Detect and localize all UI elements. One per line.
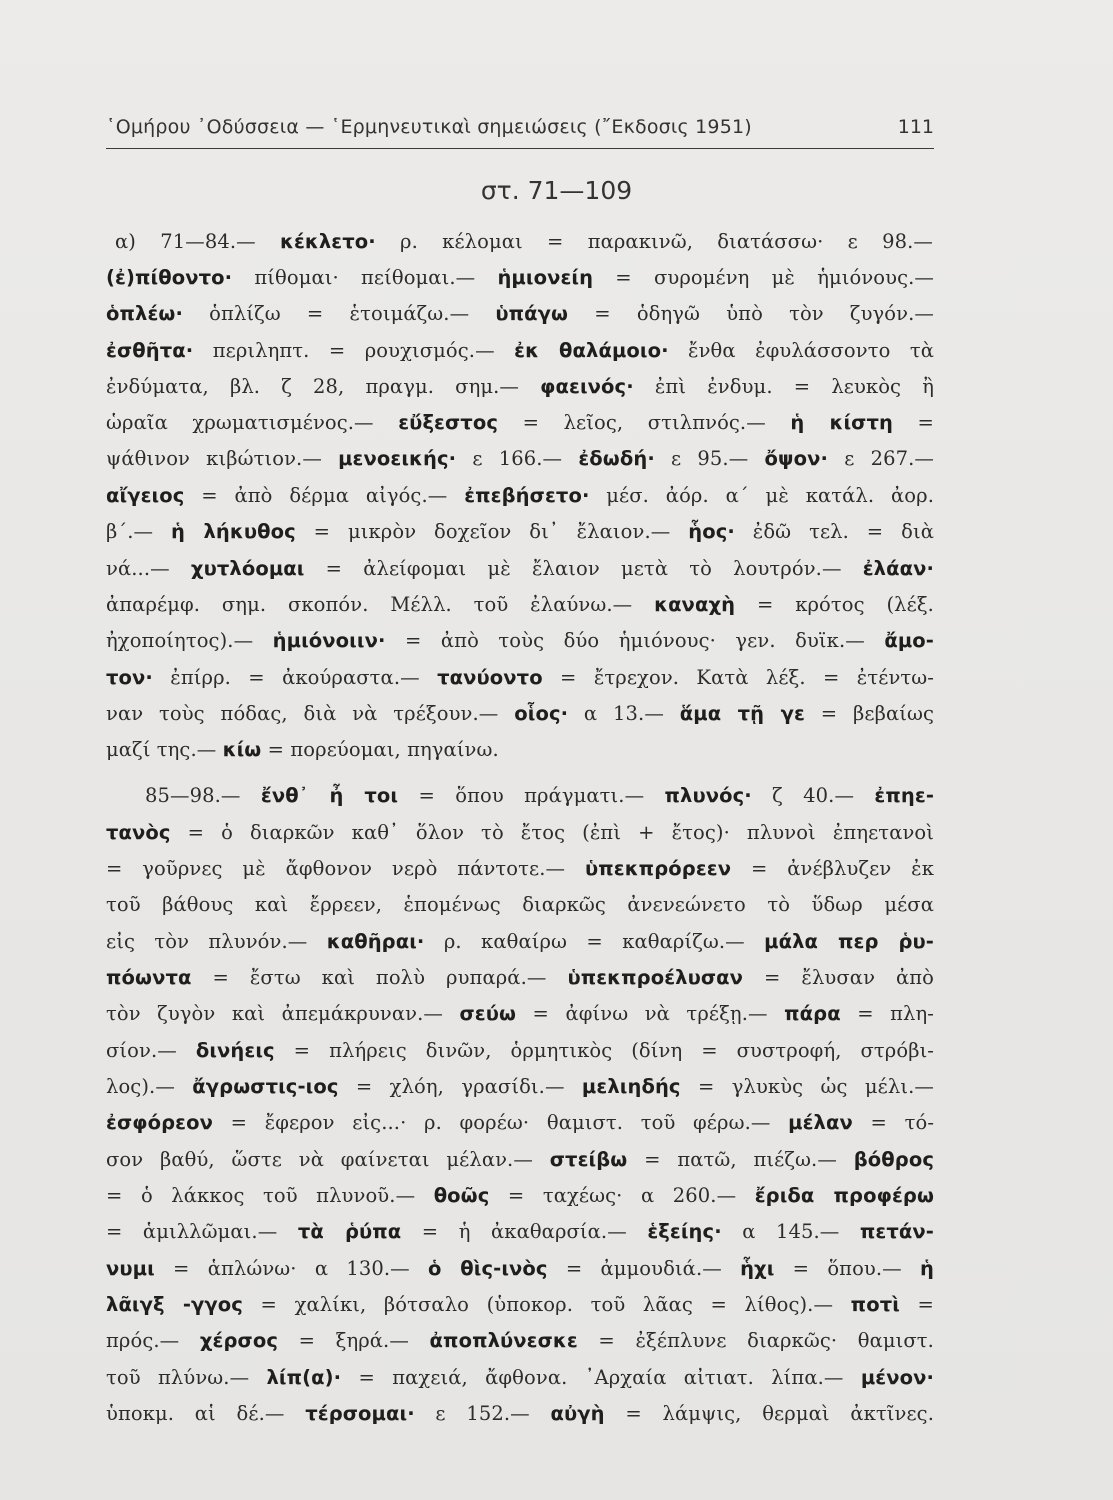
text-line: εἰς τὸν πλυνόν.— καθῆραι· ρ. καθαίρω = καθαρίζω.— μάλα περ ῥυ-	[106, 930, 935, 953]
text-line: τανὸς = ὁ διαρκῶν καθ᾿ ὅλον τὸ ἔτος (ἐπὶ + ἔτος)· πλυνοὶ ἐπηετανοὶ	[106, 821, 934, 844]
text-line: λᾶιγξ -γγος = χαλίκι, βότσαλο (ὑποκορ. τοῦ λᾶας = λίθος).— ποτὶ =	[106, 1293, 934, 1316]
text-line: ἠχοποίητος).— ἡμιόνοιιν· = ἀπὸ τοὺς δύο ἡμιόνους· γεν. δυϊκ.— ἄμο-	[106, 629, 934, 652]
text-line: ἀπαρέμφ. σημ. σκοπόν. Μέλλ. τοῦ ἐλαύνω.— καναχὴ = κρότος (λέξ.	[106, 593, 934, 616]
text-line: ἐσφόρεον = ἔφερον εἰς...· ρ. φορέω· θαμιστ. τοῦ φέρω.— μέλαν = τό-	[106, 1111, 935, 1134]
text-line: 85—98.— ἔνθ᾿ ἦ τοι = ὅπου πράγματι.— πλυνός· ζ 40.— ἐπηε-	[145, 784, 935, 807]
running-header	[106, 104, 934, 149]
section-heading: στ. 71—109	[480, 176, 633, 205]
text-line: λος).— ἄγρωστις-ιος = χλόη, γρασίδι.— μελιηδής = γλυκὺς ὡς μέλι.—	[106, 1075, 934, 1098]
text-line: τοῦ βάθους καὶ ἔρρεεν, ἑπομένως διαρκῶς ἀνενεώνετο τὸ ὕδωρ μέσα	[106, 893, 934, 916]
text-line: = ὁ λάκκος τοῦ πλυνοῦ.— θοῶς = ταχέως· α 260.— ἔριδα προφέρω	[106, 1184, 935, 1207]
text-line: ναν τοὺς πόδας, διὰ νὰ τρέξουν.— οἷος· α 13.— ἅμα τῇ γε = βεβαίως	[106, 702, 934, 725]
text-line: τὸν ζυγὸν καὶ ἀπεμάκρυναν.— σεύω = ἀφίνω νὰ τρέξῃ.— πάρα = πλη-	[106, 1002, 934, 1025]
text-line: β΄.— ἡ λήκυθος = μικρὸν δοχεῖον δι᾿ ἔλαιον.— ἧος· ἐδῶ τελ. = διὰ	[106, 520, 934, 543]
text-line: = ἁμιλλῶμαι.— τὰ ῥύπα = ἡ ἀκαθαρσία.— ἑξείης· α 145.— πετάν-	[106, 1220, 934, 1243]
text-line: ἐνδύματα, βλ. ζ 28, πραγμ. σημ.— φαεινός· ἐπὶ ἐνδυμ. = λευκὸς ἢ	[106, 375, 934, 398]
text-line: ὑποκμ. αἱ δέ.— τέρσομαι· ε 152.— αὐγὴ = λάμψις, θερμαὶ ἀκτῖνες.	[106, 1402, 934, 1425]
text-line: πρός.— χέρσος = ξηρά.— ἀποπλύνεσκε = ἐξέπλυνε διαρκῶς· θαμιστ.	[106, 1329, 934, 1352]
text-line: ὁπλέω· ὁπλίζω = ἑτοιμάζω.— ὑπάγω = ὁδηγῶ ὑπὸ τὸν ζυγόν.—	[106, 302, 934, 325]
text-line: νυμι = ἁπλώνω· α 130.— ὁ θὶς-ινὸς = ἀμμουδιά.— ἧχι = ὅπου.— ἡ	[106, 1257, 934, 1280]
text-line: σον βαθύ, ὥστε νὰ φαίνεται μέλαν.— στείβω = πατῶ, πιέζω.— βόθρος	[106, 1148, 934, 1171]
text-line: σίον.— δινήεις = πλήρεις δινῶν, ὁρμητικὸς (δίνη = συστροφή, στρόβι-	[106, 1039, 935, 1062]
text-line: τον· ἐπίρρ. = ἀκούραστα.— τανύοντο = ἔτρεχον. Κατὰ λέξ. = ἐτέντω-	[106, 666, 934, 689]
page-number: 111	[897, 116, 934, 138]
text-line: αἴγειος = ἀπὸ δέρμα αἰγός.— ἐπεβήσετο· μέσ. ἀόρ. α΄ μὲ κατάλ. ἀορ.	[106, 484, 934, 507]
text-line: πόωντα = ἔστω καὶ πολὺ ρυπαρά.— ὑπεκπροέλυσαν = ἔλυσαν ἀπὸ	[106, 966, 934, 989]
text-line: (ἐ)πίθοντο· πίθομαι· πείθομαι.— ἡμιονείη = συρομένη μὲ ἡμιόνους.—	[106, 266, 934, 289]
text-line: ψάθινον κιβώτιον.— μενοεικής· ε 166.— ἐδωδή· ε 95.— ὄψον· ε 267.—	[106, 447, 934, 470]
text-line: μαζί της.— κίω = πορεύομαι, πηγαίνω.	[106, 738, 499, 761]
running-title: ῾Ομήρου ᾿Οδύσσεια — ῾Ερμηνευτικαὶ σημειώσεις (῎Εκδοσις 1951)	[106, 116, 752, 138]
text-line: τοῦ πλύνω.— λίπ(α)· = παχειά, ἄφθονα. ᾿Αρχαία αἰτιατ. λίπα.— μένον·	[106, 1366, 934, 1389]
text-line: ὡραῖα χρωματισμένος.— εὔξεστος = λεῖος, στιλπνός.— ἡ κίστη =	[106, 411, 934, 434]
text-line: ἐσθῆτα· περιληπτ. = ρουχισμός.— ἐκ θαλάμοιο· ἔνθα ἐφυλάσσοντο τὰ	[106, 339, 934, 362]
text-line: α) 71—84.— κέκλετο· ρ. κέλομαι = παρακινῶ, διατάσσω· ε 98.—	[115, 230, 933, 253]
text-line: = γοῦρνες μὲ ἄφθονον νερὸ πάντοτε.— ὑπεκπρόρεεν = ἀνέβλυζεν ἐκ	[106, 857, 934, 880]
text-line: νά...— χυτλόομαι = ἀλείφομαι μὲ ἔλαιον μετὰ τὸ λουτρόν.— ἐλάαν·	[106, 557, 934, 580]
